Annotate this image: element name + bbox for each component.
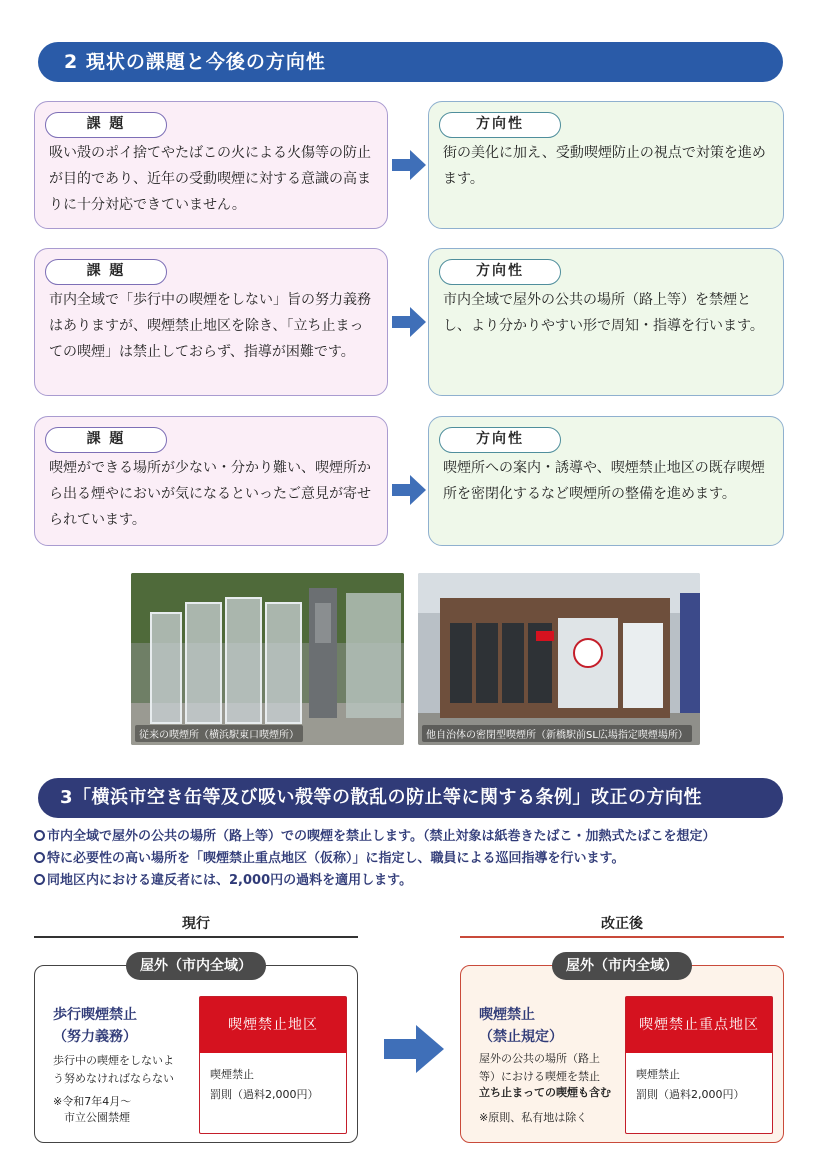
panel-title: 歩行喫煙禁止 （努力義務） xyxy=(53,1007,137,1045)
issue-text: 喫煙ができる場所が少ない・分かり難い、喫煙所から出る煙やにおいが気になるといったご意見が寄せられています。 xyxy=(49,460,371,528)
current-panel xyxy=(34,958,358,1143)
panel-tag: 屋外（市内全域） xyxy=(552,952,692,980)
panel-tag: 屋外（市内全域） xyxy=(126,952,266,980)
direction-box-1 xyxy=(428,101,784,229)
direction-box-2 xyxy=(428,248,784,396)
circle-bullet-icon xyxy=(34,830,45,841)
current-heading-rule xyxy=(34,936,358,938)
section2-header: 2 現状の課題と今後の方向性 xyxy=(38,42,783,82)
direction-label: 方向性 xyxy=(439,112,561,138)
panel-title: 喫煙禁止 （禁止規定） xyxy=(479,1007,563,1045)
issue-box-3 xyxy=(34,416,388,546)
red-card-body: 喫煙禁止 罰則（過料2,000円） xyxy=(636,1068,745,1101)
arrow-right-icon xyxy=(392,307,426,337)
photo-enclosed-smoking-booth xyxy=(418,573,700,745)
arrow-right-icon xyxy=(384,1025,444,1073)
issue-box-1 xyxy=(34,101,388,229)
revised-heading: 改正後 xyxy=(601,916,643,932)
panel-description-bold: 立ち止まっての喫煙も含む xyxy=(479,1086,611,1099)
photo-open-smoking-area xyxy=(131,573,404,745)
arrow-right-icon xyxy=(392,150,426,180)
direction-box-3 xyxy=(428,416,784,546)
revised-heading-rule xyxy=(460,936,784,938)
policy-bullet: 特に必要性の高い場所を「喫煙禁止重点地区（仮称）」に指定し、職員による巡回指導を行います。 xyxy=(34,848,794,870)
policy-bullet-list xyxy=(34,826,794,892)
red-card-title: 喫煙禁止重点地区 xyxy=(626,997,772,1053)
panel-note: ※原則、私有地は除く xyxy=(479,1111,588,1124)
direction-label: 方向性 xyxy=(439,427,561,453)
direction-text: 市内全域で屋外の公共の場所（路上等）を禁煙とし、より分かりやすい形で周知・指導を行います。 xyxy=(443,292,764,334)
section3-header: 3「横浜市空き缶等及び吸い殻等の散乱の防止等に関する条例」改正の方向性 xyxy=(38,778,783,818)
issue-label: 課 題 xyxy=(45,112,167,138)
red-card-title: 喫煙禁止地区 xyxy=(200,997,346,1053)
issue-label: 課 題 xyxy=(45,427,167,453)
direction-label: 方向性 xyxy=(439,259,561,285)
circle-bullet-icon xyxy=(34,852,45,863)
policy-bullet: 市内全域で屋外の公共の場所（路上等）での喫煙を禁止します。（禁止対象は紙巻きたばこ・加熱式たばこを想定） xyxy=(34,826,794,848)
circle-bullet-icon xyxy=(34,874,45,885)
current-heading: 現行 xyxy=(182,916,210,932)
direction-text: 街の美化に加え、受動喫煙防止の視点で対策を進めます。 xyxy=(443,145,766,187)
panel-description: 屋外の公共の場所（路上 等）における喫煙を禁止 xyxy=(479,1052,600,1083)
issue-box-2 xyxy=(34,248,388,396)
photo-caption: 従来の喫煙所（横浜駅東口喫煙所） xyxy=(135,725,303,742)
policy-bullet: 同地区内における違反者には、2,000円の過料を適用します。 xyxy=(34,870,794,892)
panel-note: ※令和7年4月～ 市立公園禁煙 xyxy=(53,1095,132,1124)
red-card-body: 喫煙禁止 罰則（過料2,000円） xyxy=(210,1068,319,1101)
arrow-right-icon xyxy=(392,475,426,505)
red-card xyxy=(625,996,773,1134)
issue-label: 課 題 xyxy=(45,259,167,285)
issue-text: 吸い殻のポイ捨てやたばこの火による火傷等の防止が目的であり、近年の受動喫煙に対する意識の高まりに十分対応できていません。 xyxy=(49,145,371,213)
panel-description: 歩行中の喫煙をしないよ う努めなければならない xyxy=(53,1054,174,1085)
photo-caption: 他自治体の密閉型喫煙所（新橋駅前SL広場指定喫煙場所） xyxy=(422,725,692,742)
issue-text: 市内全域で「歩行中の喫煙をしない」旨の努力義務はありますが、喫煙禁止地区を除き、「立ち止まっての喫煙」は禁止しておらず、指導が困難です。 xyxy=(49,292,371,360)
red-card xyxy=(199,996,347,1134)
revised-panel xyxy=(460,958,784,1143)
direction-text: 喫煙所への案内・誘導や、喫煙禁止地区の既存喫煙所を密閉化するなど喫煙所の整備を進めます。 xyxy=(443,460,765,502)
